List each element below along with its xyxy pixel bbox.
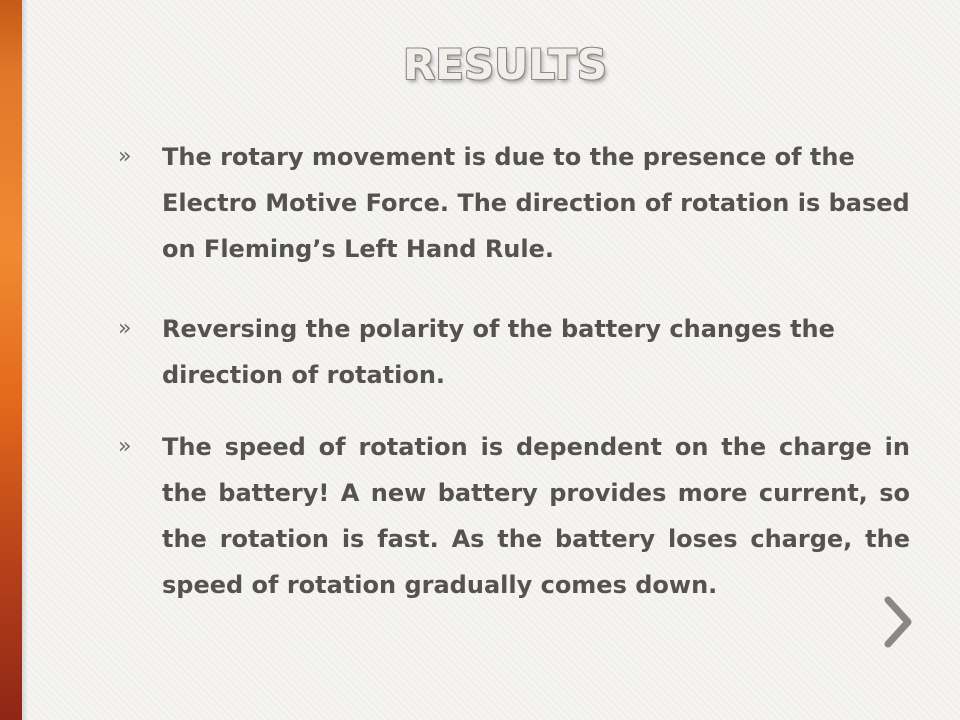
chevron-right-icon xyxy=(878,594,918,650)
bullet-marker: » xyxy=(118,316,132,341)
accent-bar-shadow xyxy=(22,0,28,720)
bullet-item xyxy=(110,134,910,272)
bullet-item xyxy=(110,306,910,398)
bullet-text: The speed of rotation is dependent on the charge in the battery! A new battery provides more current, so the rotation is fast. As the battery loses charge, the speed of rotation gradually comes down. xyxy=(162,433,910,599)
bullet-text: Reversing the polarity of the battery changes the direction of rotation. xyxy=(162,315,835,389)
bullet-marker: » xyxy=(118,434,132,459)
bullet-marker: » xyxy=(118,144,132,169)
accent-bar xyxy=(0,0,22,720)
slide-title: RESULTS xyxy=(402,40,608,89)
bullet-text: The rotary movement is due to the presence of the Electro Motive Force. The direction of rotation is based on Fleming’s Left Hand Rule. xyxy=(162,143,910,263)
bullet-item xyxy=(110,424,910,608)
next-slide-button[interactable] xyxy=(878,594,918,650)
